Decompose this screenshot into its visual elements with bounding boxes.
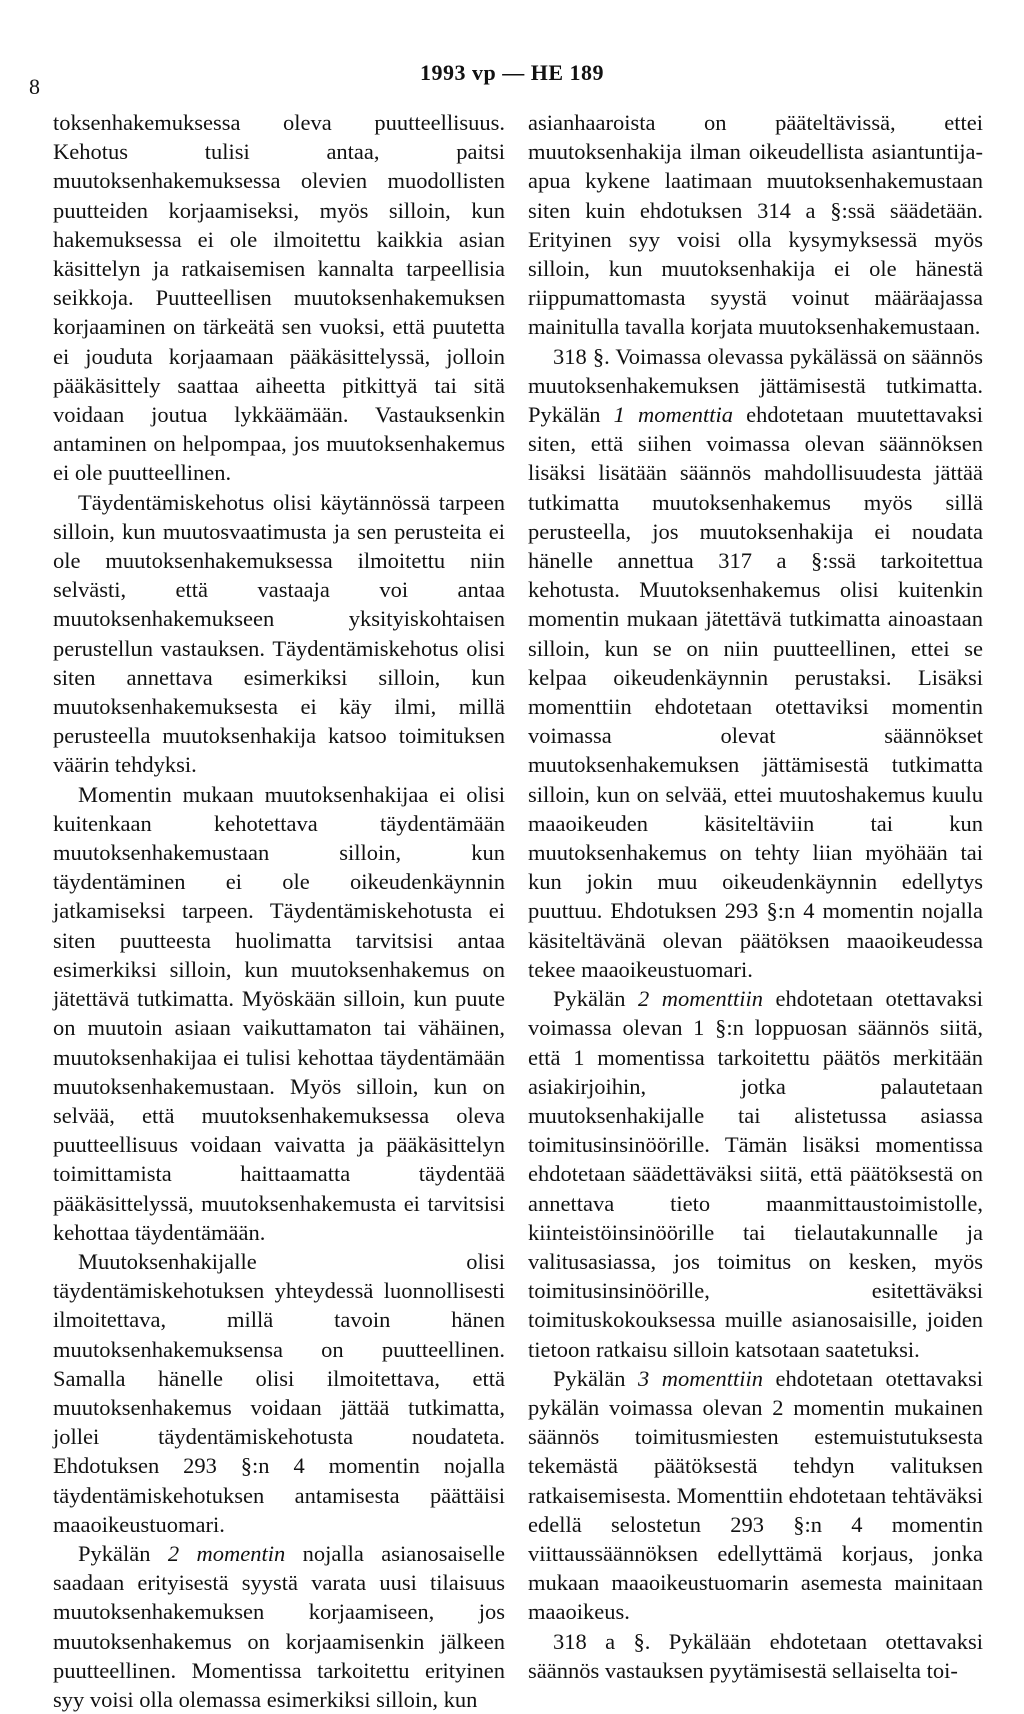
left-column	[53, 108, 505, 1714]
running-head: 1993 vp — HE 189	[419, 60, 605, 85]
right-paragraph-2	[528, 342, 983, 984]
right-paragraph-3-rest: ehdotetaan otettavaksi voimassa olevan 1 §:n loppuosan säännös siitä, että 1 momentissa tarkoitettu päätös merkitään asiakirjoihin, jotka palautetaan muutoksenhakijalle tai alistetussa asiassa toimitusinsinöörille. Tämän lisäksi momentissa ehdotetaan säädettäväksi siitä, että päätöksestä on annettava tieto maanmittaustoimistolle, kiinteistöinsinöörille tai tielautakunnalle ja valitusasiassa, jos toimitus on kesken, myös toimitusinsinöörille, esitettäväksi toimituskokouksessa muille asianosaisille, joiden tietoon ratkaisu silloin katsotaan saatetuksi.	[528, 986, 983, 1362]
right-column	[528, 108, 983, 1685]
right-paragraph-4-start: Pykälän	[553, 1365, 639, 1391]
right-paragraph-4	[528, 1364, 983, 1627]
right-paragraph-4-rest: ehdotetaan otettavaksi pykälän voimassa olevan 2 momentin mukainen säännös toimitusmiesten estemuistutuksesta tekemästä päätöksestä tehdyn valituksen ratkaisemisesta. Momenttiin ehdotetaan tehtäväksi edellä selostetun 293 §:n 4 momentin viittaussäännöksen edellyttämä korjaus, jonka mukaan maaoikeustuomarin asemesta mainitaan maaoikeus.	[528, 1365, 983, 1625]
left-paragraph-5-emphasis: 2 momentin	[167, 1540, 286, 1566]
left-paragraph-3: Momentin mukaan muutoksenhakijaa ei olisi kuitenkaan kehotettava täydentämään muutoksenhakemustaan silloin, kun täydentäminen ei ole oikeudenkäynnin jatkamiseksi tarpeen. Täydentämiskehotusta ei siten puutteesta huolimatta tarvitsisi antaa esimerkiksi silloin, kun muutoksenhakemus on jätettävä tutkimatta. Myöskään silloin, kun puute on muutoin asiaan vaikuttamaton tai vähäinen, muutoksenhakijaa ei tulisi kehottaa täydentämään muutoksenhakemustaan. Myös silloin, kun on selvää, että muutoksenhakemuksessa oleva puutteellisuus voidaan vaivatta ja pääkäsittelyn toimittamista haittaamatta täydentää pääkäsittelyssä, muutoksenhakemusta ei tarvitsisi kehottaa täydentämään.	[53, 781, 505, 1245]
right-paragraph-1: asianhaaroista on pääteltävissä, ettei muutoksenhakija ilman oikeudellista asiantuntija-apua kykene laatimaan muutoksenhakemustaan siten kuin ehdotuksen 314 a §:ssä säädetään. Erityinen syy voisi olla kysymyksessä myös silloin, kun muutoksenhakija ei ole hänestä riippumattomasta syystä voinut määräajassa mainitulla tavalla korjata muutoksenhakemustaan.	[528, 110, 983, 340]
right-paragraph-3-emphasis: 2 momenttiin	[638, 986, 764, 1012]
left-paragraph-4: Muutoksenhakijalle olisi täydentämiskehotuksen yhteydessä luonnollisesti ilmoitettava, millä tavoin hänen muutoksenhakemuksensa on puutteellinen. Samalla hänelle olisi ilmoitettava, että muutoksenhakemus voidaan jättää tutkimatta, jollei täydentämiskehotusta noudateta. Ehdotuksen 293 §:n 4 momentin nojalla täydentämiskehotuksen antamisesta päättäisi maaoikeustuomari.	[53, 1248, 505, 1537]
left-paragraph-5	[53, 1539, 505, 1714]
left-paragraph-2: Täydentämiskehotus olisi käytännössä tarpeen silloin, kun muutosvaatimusta ja sen perusteita ei ole muutoksenhakemuksessa ilmoitettu niin selvästi, että vastaaja voi antaa muutoksenhakemukseen yksityiskohtaisen perustellun vastauksen. Täydentämiskehotus olisi siten annettava esimerkiksi silloin, kun muutoksenhakemuksesta ei käy ilmi, millä perusteella muutoksenhakija katsoo toimituksen väärin tehdyksi.	[53, 489, 505, 778]
right-paragraph-4-emphasis: 3 momenttiin	[638, 1365, 764, 1391]
right-paragraph-3	[528, 984, 983, 1364]
right-paragraph-5: 318 a §. Pykälään ehdotetaan otettavaksi säännös vastauksen pyytämisestä sellaiselta toi-	[528, 1628, 983, 1683]
right-paragraph-2-emphasis: 1 momenttia	[613, 402, 734, 428]
left-paragraph-1: toksenhakemuksessa oleva puutteellisuus. Kehotus tulisi antaa, paitsi muutoksenhakemuksessa olevien muodollisten puutteiden korjaamiseksi, myös silloin, kun hakemuksessa ei ole ilmoitettu kaikkia asian käsittelyn ja ratkaisemisen kannalta tarpeellisia seikkoja. Puutteellisen muutoksenhakemuksen korjaaminen on tärkeätä sen vuoksi, että puutetta ei jouduta korjaamaan pääkäsittelyssä, jolloin pääkäsittely saattaa aiheetta pitkittyä tai sitä voidaan joutua lykkäämään. Vastauksenkin antaminen on helpompaa, jos muutoksenhakemus ei ole puutteellinen.	[53, 110, 505, 486]
page-number: 8	[29, 74, 40, 99]
right-paragraph-3-start: Pykälän	[553, 986, 639, 1012]
left-paragraph-5-rest: nojalla asianosaiselle saadaan erityisestä syystä varata uusi tilaisuus muutoksenhakemuksen korjaamiseen, jos muutoksenhakemus on korjaamisenkin jälkeen puutteellinen. Momentissa tarkoitettu erityinen syy voisi olla olemassa esimerkiksi silloin, kun	[53, 1540, 505, 1712]
right-paragraph-2-rest: ehdotetaan muutettavaksi siten, että siihen voimassa olevan säännöksen lisäksi lisätään säännös mahdollisuudesta jättää tutkimatta muutoksenhakemus myös sillä perusteella, jos muutoksenhakija ei noudata hänelle annettua 317 a §:ssä tarkoitettua kehotusta. Muutoksenhakemus olisi kuitenkin momentin mukaan jätettävä tutkimatta ainoastaan silloin, kun se on niin puutteellinen, ettei se kelpaa oikeudenkäynnin perustaksi. Lisäksi momenttiin ehdotetaan otettaviksi momentin voimassa olevat säännökset muutoksenhakemuksen jättämisestä tutkimatta silloin, kun on selvää, ettei muutoshakemus kuulu maaoikeuden käsiteltäviin tai kun muutoksenhakemus on tehty liian myöhään tai kun jokin muu oikeudenkäynnin edellytys puuttuu. Ehdotuksen 293 §:n 4 momentin nojalla käsiteltävänä olevan päätöksen maaoikeudessa tekee maaoikeustuomari.	[528, 402, 983, 982]
right-paragraph-2-start: 318 §. Voimassa olevassa pykälässä on säännös muutoksenhakemuksen jättämisestä tutkimatta. Pykälän	[528, 343, 983, 428]
left-paragraph-5-start: Pykälän	[78, 1540, 168, 1566]
